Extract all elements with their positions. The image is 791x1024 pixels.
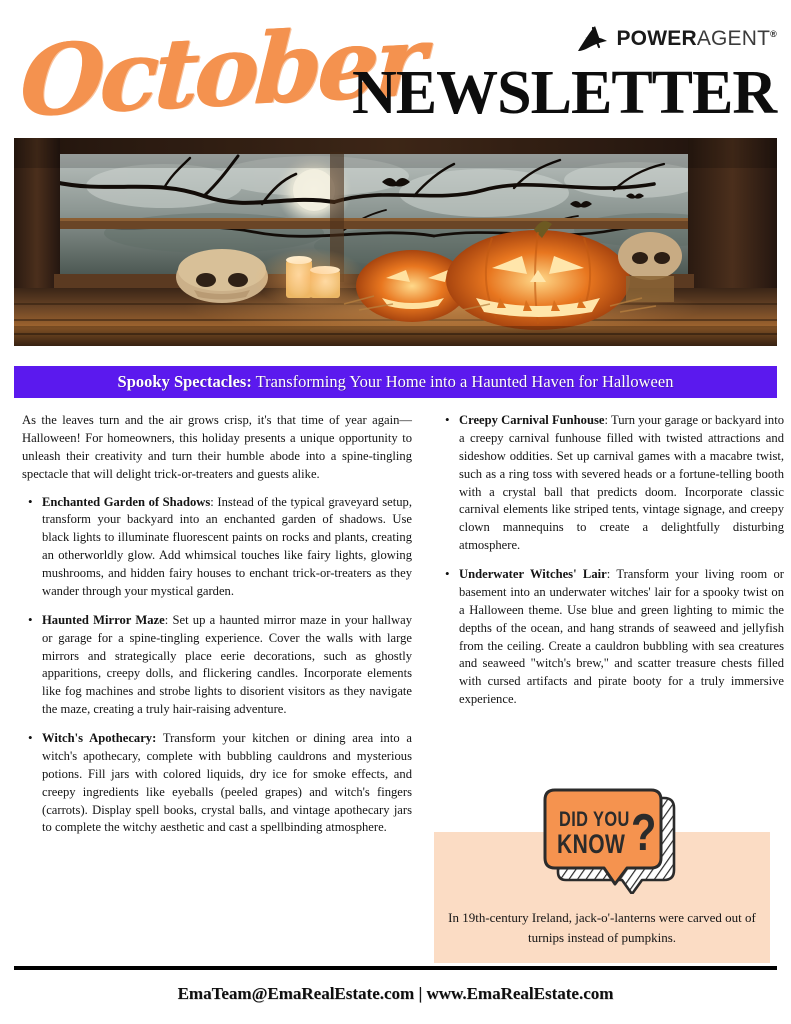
power-agent-wordmark [616,27,777,51]
section-banner-lead: Spooky Spectacles: [117,372,252,391]
section-banner-text [118,372,674,392]
candles [254,248,366,308]
did-you-know-fact: In 19th-century Ireland, jack-o'-lanterns were carved out of turnips instead of pumpkins. [448,910,756,945]
bullet-lead: Underwater Witches' Lair [459,567,607,581]
hero-image [14,138,777,346]
did-you-know-badge [527,786,677,894]
section-banner [14,366,777,398]
list-item [22,730,412,837]
badge-question-mark: ? [631,804,657,862]
bullet-body: Transform your kitchen or dining area into a witch's apothecary, complete with bubbling cauldrons and mysterious potions. Fill jars with colored liquids, dry ice for smoke effects, and creepy ingredients like eyeballs (peeled grapes) and witch's fingers (carrots). Display spell books, crystal balls, and vintage apothecary jars to complete the witchy aesthetic and cast a spellbinding atmosphere. [42,731,412,835]
list-item [439,412,784,555]
skull-right [618,232,682,302]
list-item [22,612,412,719]
footer-divider [14,966,777,970]
bullet-body: : Instead of the typical graveyard setup, transform your backyard into an enchanted garden of shadows. Use black lights to illuminate fluorescent paints on rocks and plants, creating an otherworldly glow. Add whimsical touches like fairy lights, glowing mushrooms, and hidden fairy houses to enchant trick-or-treaters as they wander through your mystical garden. [42,494,412,598]
left-bullet-list [22,494,412,838]
brand-word-agent: AGENT [696,27,771,50]
masthead [0,0,791,138]
bullet-body: : Transform your living room or basement into an underwater witches' lair for a spooky twist on a Halloween theme. Use blue and green lighting to mimic the depths of the ocean, and hang strands of seaweed and jellyfish from the ceiling. Create a cauldron bubbling with sea creatures and seaweed "witch's brew," and scatter treasure chests filled with cursed artifacts and pirate booty for a truly immersive experience. [459,567,784,707]
list-item [22,494,412,601]
masthead-title: NEWSLETTER [352,59,777,127]
right-bullet-list [439,412,784,709]
halloween-window-photo-icon [14,138,777,346]
power-agent-swoosh-icon [576,24,610,54]
brand-word-power: POWER [616,27,697,50]
bullet-lead: Creepy Carnival Funhouse [459,413,605,427]
registered-mark: ® [770,29,777,39]
bullet-body: : Turn your garage or backyard into a creepy carnival funhouse filled with twisted attractions and sideshow oddities. Set up carnival games with a macabre twist, such as a ring toss with severed heads or a fortune-telling booth with a crystal ball that predicts doom. Incorporate classic carnival elements like striped tents, vintage signage, and creepy clown mannequins to create a delightfully disturbing atmosphere. [459,413,784,553]
masthead-month: October [17,3,425,139]
bullet-body: : Set up a haunted mirror maze in your hallway or garage for a spine-tingling experience. Cover the walls with large mirrors and strategically place eerie decorations, such as ghostly apparitions, creepy dolls, and flickering candles. Incorporate elements like fog machines and strobe lights to disorient visitors as they navigate the maze, creating a truly hair-raising adventure. [42,612,413,717]
bullet-lead: Witch's Apothecary: [42,731,157,745]
article-column-left [22,412,412,848]
bullet-lead: Haunted Mirror Maze [42,612,165,627]
speech-bubble-icon [527,786,677,894]
power-agent-logo [576,24,777,54]
bullet-lead: Enchanted Garden of Shadows [42,494,211,509]
badge-line-2: KNOW [557,829,626,859]
article-intro: As the leaves turn and the air grows crisp, it's that time of year again—Halloween! For homeowners, this holiday presents a unique opportunity to unleash their creativity and turn their humble abode into a spine-tingling spectacle that will delight trick-or-treaters and guests alike. [22,413,412,481]
badge-line-1: DID YOU [559,808,630,831]
article-column-right [439,412,784,720]
section-banner-rest: Transforming Your Home into a Haunted Haven for Halloween [251,372,674,391]
list-item [439,566,784,709]
footer-contact: EmaTeam@EmaRealEstate.com | www.EmaRealEstate.com [177,984,614,1003]
